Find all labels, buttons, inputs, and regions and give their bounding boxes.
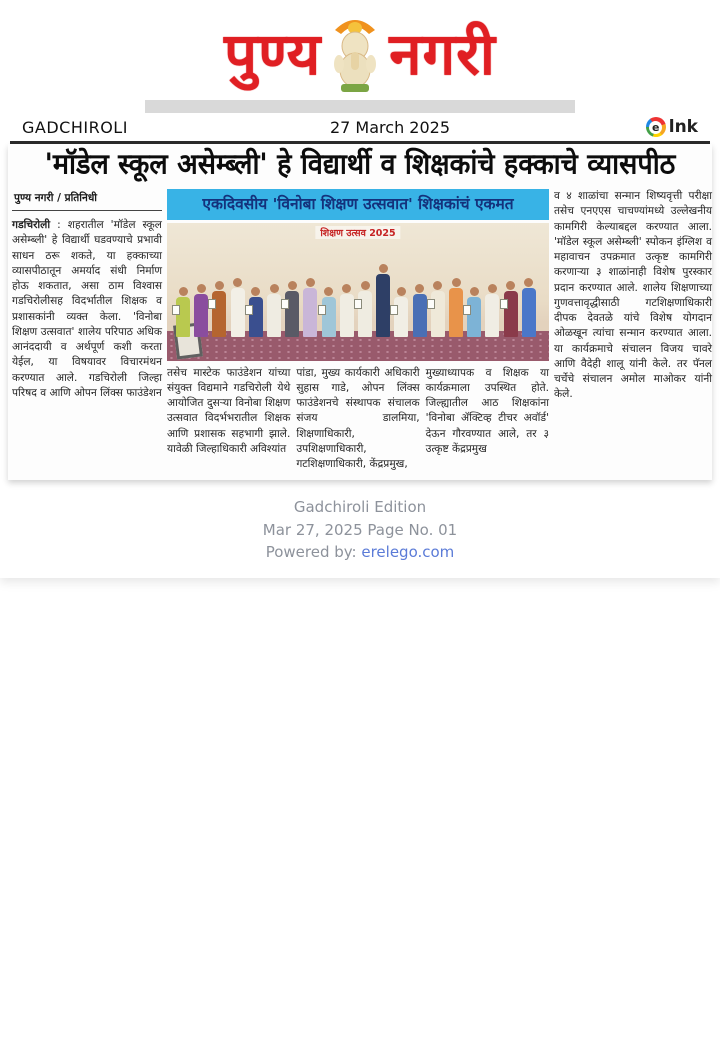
photo-person: [448, 278, 464, 337]
photo-person: [484, 284, 500, 337]
photo-person: [375, 264, 391, 337]
photo-person: [521, 278, 537, 337]
article-column-5: व ४ शाळांचा सन्मान शिष्यवृत्ती परीक्षा तसेच एनएएस चाचण्यांमध्ये उल्लेखनीय कामगिरी केल्याबद्दल करण्यात आला. 'मॉडेल स्कूल असेम्ब्ली' स्पोकन इंग्लिश व महावाचन उपक्रमात उत्कृष्ट कामगिरी करणाऱ्या ३ शाळांनाही विशेष पुरस्कार प्रदान करण्यात आले. शालेय शिक्षणाच्या गुणवत्तावृद्धीसाठी गटशिक्षणाधिकारी दीपक देवतळे यांचे विशेष योगदान ओळखून त्यांचा सन्मान करण्यात आला. या कार्यक्रमाचे संचालन विजय चावरे आणि वैदेही शालू यांनी केले. तर पॅनल चर्चेचे संचालन अमोल माओकर यांनी केले.: [554, 190, 712, 401]
photo-banner-text: शिक्षण उत्सव 2025: [315, 226, 400, 239]
byline: पुण्य नगरी / प्रतिनिधी: [12, 189, 162, 211]
elink-logo[interactable]: [578, 117, 698, 137]
article-center: [167, 189, 549, 472]
elink-e-icon: e: [646, 117, 666, 137]
photo-person: [266, 284, 282, 337]
photo-person: [503, 281, 519, 337]
masthead-title-right: नगरी: [389, 20, 496, 88]
page-footer: [0, 480, 720, 564]
footer-edition: Gadchiroli Edition: [293, 498, 427, 517]
article-column-3: पांडा, मुख्य कार्यकारी अधिकारी सुहास गाडे, ओपन लिंक्स फाउंडेशनचे संस्थापक संचालक संजय डालमिया, शिक्षणाधिकारी, उपशिक्षणाधिकारी, गटशिक्षणाधिकारी, केंद्रप्रमुख,: [296, 366, 420, 471]
masthead-strip: [145, 100, 575, 113]
photo-person: [230, 278, 246, 337]
article-column-4: मुख्याध्यापक व शिक्षक या कार्यक्रमाला उपस्थित होते. जिल्ह्यातील आठ शिक्षकांना 'विनोबा ॲक्टिव्ह टीचर अवॉर्ड' देऊन गौरवण्यात आले, तर ३ उत्कृष्ट केंद्रप्रमुख: [425, 366, 549, 455]
article-headline: 'मॉडेल स्कूल असेम्ब्ली' हे विद्यार्थी व शिक्षकांचे हक्काचे व्यासपीठ: [44, 148, 676, 181]
footer-date-page: Mar 27, 2025 Page No. 01: [262, 520, 458, 539]
masthead: [0, 0, 720, 113]
photo-person: [193, 284, 209, 337]
photo-person: [321, 287, 337, 337]
photo-person: [339, 284, 355, 337]
article-column-1: [12, 189, 162, 472]
article-body: [10, 185, 710, 472]
photo-person: [248, 287, 264, 337]
edition-date: 27 March 2025: [329, 117, 451, 137]
article-clipping: [8, 144, 712, 480]
masthead-title-left: पुण्य: [224, 20, 322, 88]
edition-header: [0, 113, 720, 139]
photo-person: [466, 287, 482, 337]
photo-person: [430, 281, 446, 337]
article-subheadline: एकदिवसीय 'विनोबा शिक्षण उत्सवात' शिक्षकांचं एकमत: [167, 189, 549, 220]
dateline: गडचिरोली: [12, 219, 51, 232]
column-1-text: : शहरातील 'मॉडेल स्कूल असेम्ब्ली' हे विद्यार्थी घडवण्याचे प्रभावी साधन ठरू शकते, या हक्काच्या व्यासपीठातून अमर्याद संधी निर्माण होऊ शकतात, असा ठाम विश्वास गडचिरोलीसह विदर्भातील शिक्षक व प्रशासकांनी व्यक्त केला. 'विनोबा शिक्षण उत्सवात' शालेय परिपाठ अधिक आनंददायी व अर्थपूर्ण कशी करता येईल, या विषयावर विचारमंथन करण्यात आले. गडचिरोली जिल्हा परिषद व आणि ओपन लिंक्स फाउंडेशन: [12, 219, 162, 399]
photo-person: [357, 281, 373, 337]
photo-person: [302, 278, 318, 337]
photo-person: [393, 287, 409, 337]
erelego-link[interactable]: erelego.com: [361, 543, 455, 562]
ganesha-icon: [329, 12, 381, 96]
footer-powered-by: Powered by: erelego.com: [265, 543, 455, 562]
photo-person: [412, 284, 428, 337]
article-column-2: तसेच मास्टेक फाउंडेशन यांच्या संयुक्त विद्यमाने गडचिरोली येथे आयोजित दुसऱ्या विनोबा शिक्षण उत्सवात विदर्भभरातील शिक्षक आणि प्रशासक सहभागी झाले. यावेळी जिल्हाधिकारी अविश्यांत: [167, 366, 291, 455]
elink-logo-text: lnk: [668, 117, 698, 137]
photo-person: [211, 281, 227, 337]
photo-person: [284, 281, 300, 337]
photo-person: [175, 287, 191, 337]
event-photo: [167, 223, 549, 361]
edition-location: GADCHIROLI: [22, 117, 128, 137]
